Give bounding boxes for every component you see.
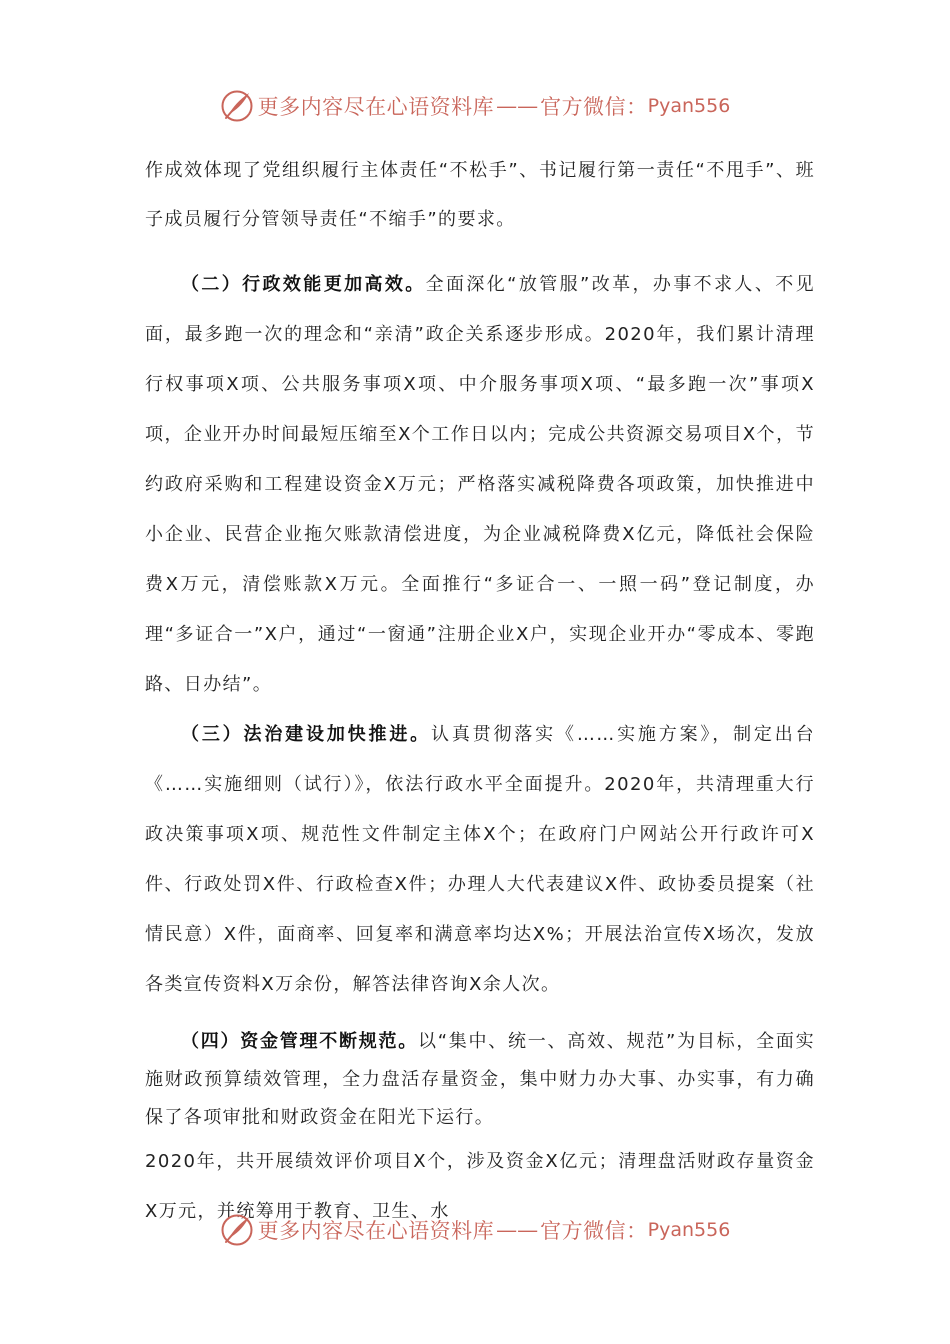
paragraph-2 [145,260,815,710]
paragraph-4-text-part2: 2020年，共开展绩效评价项目X个，涉及资金X亿元；清理盘活财政存量资金X万元，并统筹用于教育、卫生、水 [145,1151,815,1222]
watermark-account: Pyan556 [647,95,731,117]
watermark-text: 更多内容尽在心语资料库 [257,1219,495,1243]
watermark-text: 更多内容尽在心语资料库 [257,95,495,119]
watermark-footer [0,1208,950,1252]
paragraph-4-text-part1: 以“集中、统一、高效、规范”为目标，全面实施财政预算绩效管理，全力盘活存量资金，集中财力办大事、办实事，有力确保了各项审批和财政资金在阳光下运行。 [145,1031,815,1128]
paragraph-4-heading: （四）资金管理不断规范。 [181,1031,418,1052]
paragraph-2-text: 全面深化“放管服”改革，办事不求人、不见面，最多跑一次的理念和“亲清”政企关系逐步形成。2020年，我们累计清理行权事项X项、公共服务事项X项、中介服务事项X项、“最多跑一次”事项X项，企业开办时间最短压缩至X个工作日以内；完成公共资源交易项目X个，节约政府采购和工程建设资金X万元；严格落实减税降费各项政策，加快推进中小企业、民营企业拖欠账款清偿进度，为企业减税降费X亿元，降低社会保险费X万元，清偿账款X万元。全面推行“多证合一、一照一码”登记制度，办理“多证合一”X户，通过“一窗通”注册企业X户，实现企业开办“零成本、零跑路、日办结”。 [145,274,815,695]
document-body [145,146,815,1237]
watermark-header [0,84,950,128]
paragraph-1 [145,146,815,244]
paragraph-1-text: 作成效体现了党组织履行主体责任“不松手”、书记履行第一责任“不甩手”、班子成员履行分管领导责任“不缩手”的要求。 [145,160,815,230]
watermark-separator: —— [496,1218,539,1242]
watermark-label: 官方微信： [540,1219,648,1243]
watermark-separator: —— [496,94,539,118]
quill-pen-logo-icon [220,89,254,123]
paragraph-3-text: 认真贯彻落实《……实施方案》，制定出台《……实施细则（试行）》，依法行政水平全面提升。2020年，共清理重大行政决策事项X项、规范性文件制定主体X个；在政府门户网站公开行政许可X件、行政处罚X件、行政检查X件；办理人大代表建议X件、政协委员提案（社情民意）X件，面商率、回复率和满意率均达X%；开展法治宣传X场次，发放各类宣传资料X万余份，解答法律咨询X余人次。 [145,724,815,995]
quill-pen-logo-icon [220,1213,254,1247]
paragraph-3 [145,710,815,1010]
paragraph-4-block-tight [145,1023,815,1137]
paragraph-2-heading: （二）行政效能更加高效。 [181,274,426,295]
paragraph-4 [145,1023,815,1237]
paragraph-3-heading: （三）法治建设加快推进。 [181,724,432,745]
watermark-account: Pyan556 [647,1219,731,1241]
watermark-label: 官方微信： [540,95,648,119]
